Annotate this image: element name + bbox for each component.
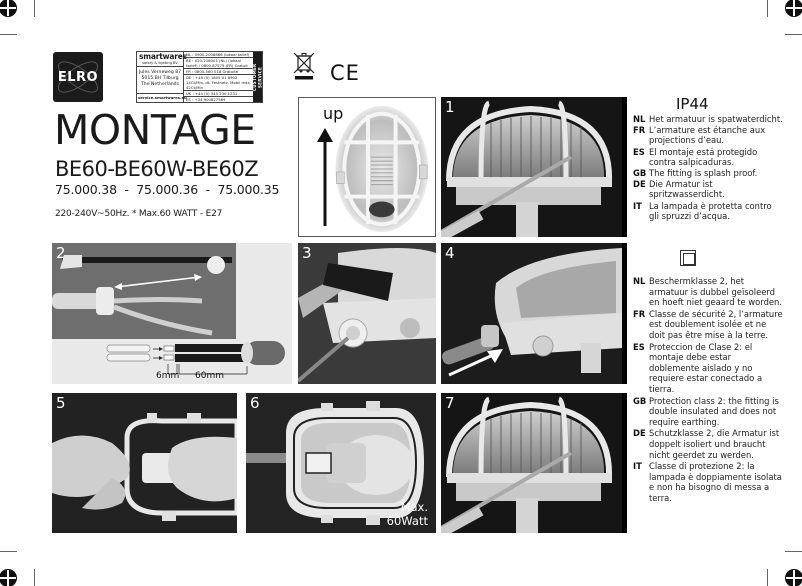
up-arrow-icon xyxy=(317,128,333,226)
divider xyxy=(622,243,627,384)
divider xyxy=(622,97,627,237)
phone-row: ES : +34 900827569 xyxy=(186,96,226,102)
step-5-panel xyxy=(52,393,237,533)
service-phone-list xyxy=(184,52,253,102)
crop-mark xyxy=(0,551,17,552)
crop-mark xyxy=(34,569,35,586)
electrical-specs: 220-240V~50Hz. * Max.60 WATT - E27 xyxy=(55,209,223,219)
max-wattage-caption: Max. 60Watt xyxy=(386,500,428,528)
registration-mark-bottom-left xyxy=(0,569,17,586)
phone-row: FR : 0805-560 018 Gratuite xyxy=(184,69,253,75)
translation-item: NL Het armatuur is spatwaterdicht. xyxy=(633,114,783,124)
weee-bin-crossed-icon xyxy=(293,52,315,80)
ip44-translations xyxy=(633,114,783,222)
smartwares-logo: smartwares xyxy=(139,52,187,61)
ip44-title: IP44 xyxy=(676,95,709,113)
step-3-photo xyxy=(298,243,436,384)
service-website: service.smartwares.eu xyxy=(138,95,187,101)
translation-item: IT La lampada è protetta contro gli spruzzi d’acqua. xyxy=(633,200,772,221)
step-number: 7 xyxy=(445,394,455,412)
registration-mark-top-left xyxy=(0,0,17,17)
step-number: 1 xyxy=(445,98,455,116)
step-number: 5 xyxy=(56,394,66,412)
step-7-photo xyxy=(441,393,622,533)
translation-item: ES Proteccion de Clase 2: el montaje debe estar doblemente aislado y no requiere estar conectado a tierra. xyxy=(633,341,763,394)
ce-mark: CE xyxy=(330,61,360,85)
crop-mark xyxy=(0,34,17,35)
company-address: Jules Verneweg 87 5015 BH Tilburg The Netherlands xyxy=(138,70,182,87)
step-7-panel xyxy=(441,393,622,533)
registration-mark-bottom-right xyxy=(785,569,802,586)
translation-item: FR L’armature est étanche aux projections d’eau. xyxy=(633,125,766,146)
step-number: 3 xyxy=(302,244,312,262)
crop-mark xyxy=(767,0,768,17)
translation-item: IT Classe di protezione 2: la lampada è doppiamente isolata e non ha bisogno di messa a terra. xyxy=(633,461,782,503)
step-4-photo xyxy=(441,243,622,384)
translation-item: ES El montaje está protegido contra salpicaduras. xyxy=(633,146,758,167)
step-6-panel xyxy=(246,393,436,533)
translation-item: GB Protection class 2: the fitting is double insulated and does not require earthing. xyxy=(633,395,779,427)
crop-mark xyxy=(785,551,802,552)
step-2-panel xyxy=(52,243,292,384)
step-number: 6 xyxy=(250,394,260,412)
step-1-photo xyxy=(441,97,622,237)
up-label: up xyxy=(323,104,344,123)
step-number: 2 xyxy=(56,244,66,262)
elro-logo xyxy=(53,52,103,102)
translation-item: GB The fitting is splash proof. xyxy=(633,168,758,179)
translation-item: DE Schutzklasse 2, die Armatur ist doppelt isoliert und braucht nicht geerdet zu werden. xyxy=(633,428,780,460)
step-1-panel xyxy=(441,97,622,237)
registration-mark-top-right xyxy=(785,0,802,17)
article-numbers: 75.000.38 - 75.000.36 - 75.000.35 xyxy=(55,182,280,197)
double-insulation-icon xyxy=(680,250,696,266)
crop-mark xyxy=(34,0,35,17)
crop-mark xyxy=(767,569,768,586)
dimension-60mm: 60mm xyxy=(195,371,224,381)
step-5-photo xyxy=(52,393,237,533)
phone-row: UK : +44 (0) 345 230 1231 xyxy=(184,91,253,97)
step-number: 4 xyxy=(445,244,455,262)
page-title: MONTAGE xyxy=(54,106,256,154)
mounting-orientation-panel xyxy=(298,97,436,237)
class2-translations xyxy=(633,276,783,504)
crop-mark xyxy=(785,34,802,35)
translation-item: FR Classe de sécurité 2, l’armature est doublement isolée et ne doit pas être mise à la terre. xyxy=(633,308,783,340)
phone-row: DE : +49 (0) 1805 01 8902 14Ct/Min. dt. Festnetz, Mobil max. 42Ct/Min xyxy=(184,75,253,90)
divider xyxy=(622,393,627,533)
step-3-panel xyxy=(298,243,436,384)
customer-service-label: CUSTOMER SERVICE xyxy=(253,52,262,102)
step-2-photo xyxy=(52,243,236,339)
translation-item: NL Beschermklasse 2, het armatuur is dubbel geïsoleerd en hoeft niet geaard te worden. xyxy=(633,276,783,308)
customer-service-card xyxy=(136,51,263,103)
phone-row: NL : 0900-2008866 (lokaal tarief) xyxy=(184,52,253,58)
smartwares-tagline: safety & lighting BV xyxy=(142,61,178,65)
logo-text: ELRO xyxy=(57,69,99,85)
phone-row: BE : 020-218001 (NL) (lokaal tarief) / 0800-87575 (FR) Gratuit xyxy=(184,58,253,69)
step-4-panel xyxy=(441,243,622,384)
translation-item: DE Die Armatur ist spritzwasserdicht. xyxy=(633,179,725,200)
model-numbers: BE60-BE60W-BE60Z xyxy=(55,157,259,181)
dimension-6mm: 6mm xyxy=(156,371,180,381)
